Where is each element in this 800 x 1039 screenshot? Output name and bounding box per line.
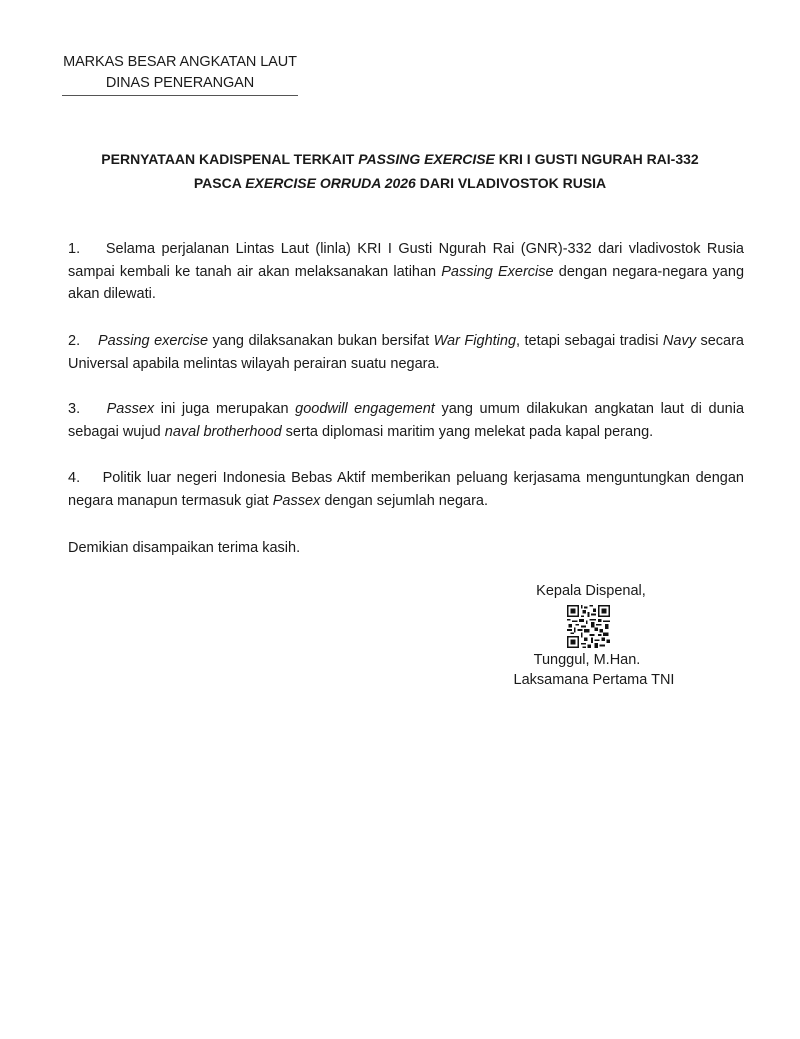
letterhead-divider (62, 95, 298, 96)
org-unit: DINAS PENERANGAN (105, 75, 255, 91)
org-name: MARKAS BESAR ANGKATAN LAUT (63, 54, 297, 70)
closing-line: Demikian disampaikan terima kasih. (68, 540, 301, 556)
statement-point-1: 1. Selama perjalanan Lintas Laut (linla) KRI I Gusti Ngurah Rai (GNR)-332 dari vladivostok Rusia sampai kembali ke tanah air akan melaksanakan latihan Passing Exercise dengan negara-negara yang akan dilewati. (68, 241, 745, 302)
statement-point-4: 4. Politik luar negeri Indonesia Bebas Aktif memberikan peluang kerjasama menguntungkan dengan negara manapun termasuk giat Passex dengan sejumlah negara. (68, 470, 744, 509)
signatory-position: Kepala Dispenal, (536, 583, 646, 599)
statement-point-2: 2. Passing exercise yang dilaksanakan bukan bersifat War Fighting, tetapi sebagai tradisi Navy secara Universal apabila melintas wilayah perairan suatu negara. (68, 333, 744, 372)
title-line-2: PASCA EXERCISE ORRUDA 2026 DARI VLADIVOSTOK RUSIA (193, 175, 607, 191)
signatory-rank: Laksamana Pertama TNI (513, 672, 675, 688)
letterhead (62, 52, 298, 94)
signatory-name: Tunggul, M.Han. (533, 652, 641, 668)
document-title (60, 147, 740, 195)
qr-code-icon (567, 605, 610, 648)
title-line-1: PERNYATAAN KADISPENAL TERKAIT PASSING EXERCISE KRI I GUSTI NGURAH RAI-332 (101, 151, 699, 167)
statement-point-3: 3. Passex ini juga merupakan goodwill engagement yang umum dilakukan angkatan laut di dunia sebagai wujud naval brotherhood serta diplomasi maritim yang melekat pada kapal perang. (68, 401, 745, 440)
